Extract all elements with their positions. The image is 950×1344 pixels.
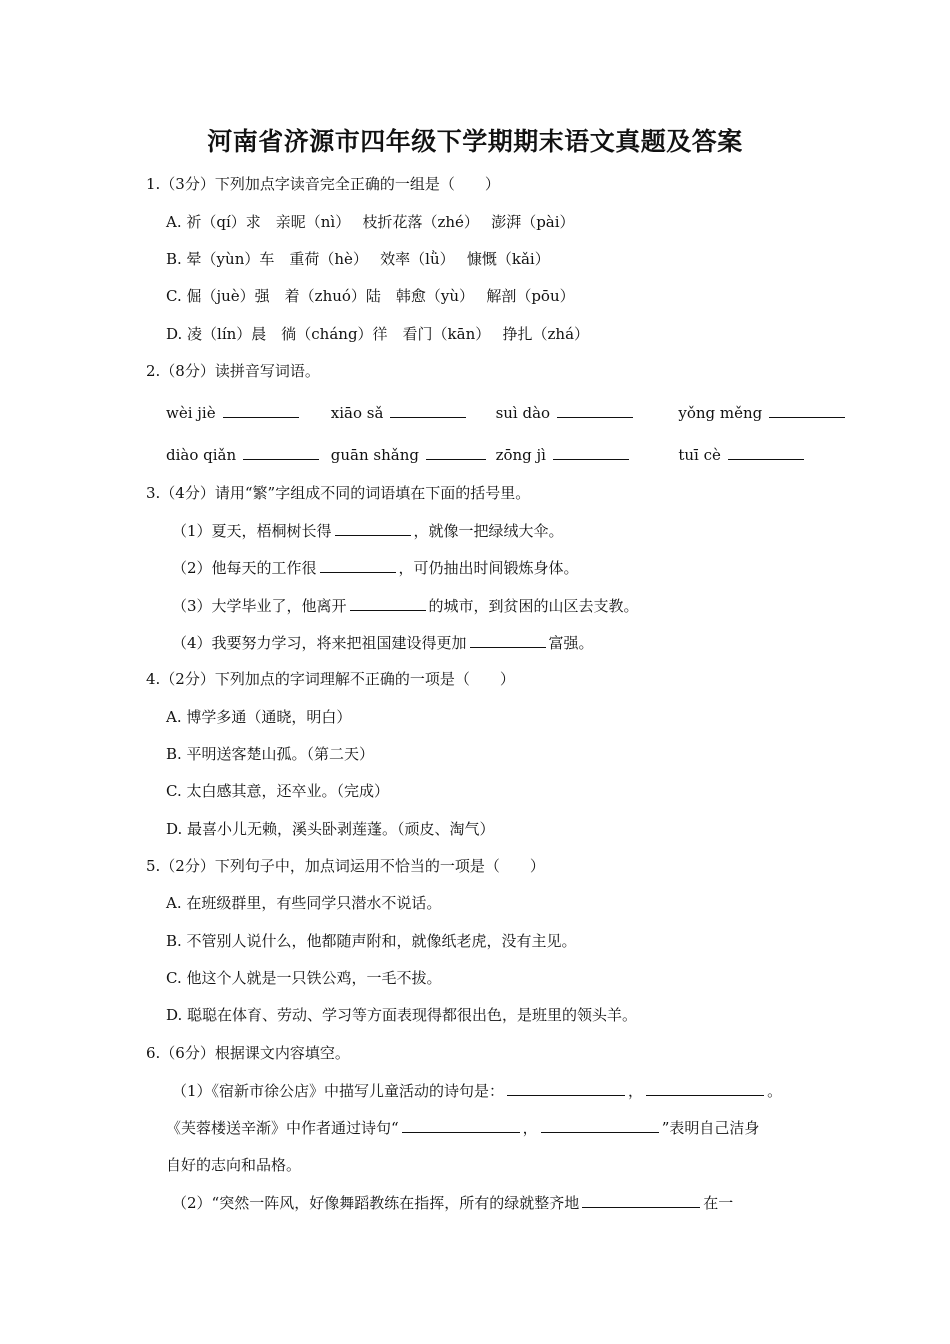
answer-blank[interactable] [320,557,396,573]
answer-blank[interactable] [507,1080,625,1096]
q1-option-b: B. 晕（yùn）车 重荷（hè） 效率（lǜ） 慷慨（kǎi） [166,250,550,268]
answer-blank[interactable] [728,444,804,460]
answer-blank[interactable] [390,402,466,418]
q2-pinyin-row-2 [166,444,838,465]
item-text: （2）“突然一阵风，好像舞蹈教练在指挥，所有的绿就整齐地 [172,1194,580,1212]
q6-part-1-line-2 [166,1117,759,1138]
answer-blank[interactable] [350,595,426,611]
pinyin-item [166,402,326,423]
answer-blank[interactable] [243,444,319,460]
pinyin-text: yǒng měng [678,404,763,422]
q6-part-2-line-1 [172,1192,733,1213]
answer-blank[interactable] [557,402,633,418]
item-text: ”表明自己洁身 [661,1119,760,1137]
pinyin-text: xiāo sǎ [330,404,384,422]
q6-part-1-line-1 [172,1080,782,1101]
item-text: 。 [767,1082,783,1100]
q5-option-d: D. 聪聪在体育、劳动、学习等方面表现得都很出色，是班里的领头羊。 [166,1006,638,1024]
item-text: （1）《宿新市徐公店》中描写儿童活动的诗句是： [172,1082,505,1100]
item-text: （3）大学毕业了，他离开 [172,597,347,615]
q4-option-c: C. 太白感其意，还卒业。（完成） [166,782,389,800]
answer-blank[interactable] [541,1117,659,1133]
pinyin-item [496,402,674,423]
item-text: （1）夏天，梧桐树长得 [172,522,332,540]
answer-blank[interactable] [646,1080,764,1096]
q1-stem: 1.（3分）下列加点字读音完全正确的一组是（ ） [146,175,500,193]
q2-stem: 2.（8分）读拼音写词语。 [146,362,320,380]
q5-option-a: A. 在班级群里，有些同学只潜水不说话。 [166,894,442,912]
pinyin-text: suì dào [495,404,551,422]
item-text: ，可仍抽出时间锻炼身体。 [398,559,579,577]
pinyin-text: wèi jiè [166,404,216,422]
pinyin-text: zōng jì [495,446,546,464]
item-text: 在一 [703,1194,734,1212]
q6-part-1-line-3: 自好的志向和品格。 [166,1156,302,1174]
q3-item-2 [172,557,579,578]
item-text: 富强。 [548,634,594,652]
q1-option-c: C. 倔（juè）强 着（zhuó）陆 韩愈（yù） 解剖（pōu） [166,287,575,305]
pinyin-text: diào qiǎn [166,446,237,464]
answer-blank[interactable] [582,1192,700,1208]
pinyin-item [166,444,326,465]
q4-stem: 4.（2分）下列加点的字词理解不正确的一项是（ ） [146,670,515,688]
item-text: 的城市，到贫困的山区去支教。 [428,597,639,615]
q6-stem: 6.（6分）根据课文内容填空。 [146,1044,350,1062]
pinyin-text: guān shǎng [330,446,419,464]
answer-blank[interactable] [402,1117,520,1133]
q2-pinyin-row-1 [166,402,838,423]
q1-option-d: D. 凌（lín）晨 徜（cháng）徉 看门（kān） 挣扎（zhá） [166,325,590,343]
pinyin-item [331,444,491,465]
item-text: （2）他每天的工作很 [172,559,317,577]
item-text: 《芙蓉楼送辛渐》中作者通过诗句“ [166,1119,399,1137]
pinyin-item [678,402,838,423]
answer-blank[interactable] [223,402,299,418]
pinyin-item [331,402,491,423]
answer-blank[interactable] [426,444,486,460]
item-text: ， [522,1119,538,1137]
item-text: ，就像一把绿绒大伞。 [413,522,564,540]
item-text: ， [628,1082,644,1100]
q3-item-1 [172,520,564,541]
pinyin-item [678,444,838,465]
item-text: （4）我要努力学习，将来把祖国建设得更加 [172,634,467,652]
q5-option-b: B. 不管别人说什么，他都随声附和，就像纸老虎，没有主见。 [166,932,577,950]
answer-blank[interactable] [470,632,546,648]
pinyin-item [496,444,674,465]
answer-blank[interactable] [553,444,629,460]
q3-stem: 3.（4分）请用“繁”字组成不同的词语填在下面的括号里。 [146,484,531,502]
answer-blank[interactable] [335,520,411,536]
q4-option-a: A. 博学多通（通晓，明白） [166,708,352,726]
answer-blank[interactable] [769,402,845,418]
q3-item-4 [172,632,594,653]
q4-option-d: D. 最喜小儿无赖，溪头卧剥莲蓬。（顽皮、淘气） [166,820,495,838]
q1-option-a: A. 祈（qí）求 亲昵（nì） 枝折花落（zhé） 澎湃（pài） [166,213,575,231]
q5-option-c: C. 他这个人就是一只铁公鸡，一毛不拔。 [166,969,442,987]
pinyin-text: tuī cè [678,446,721,464]
q4-option-b: B. 平明送客楚山孤。（第二天） [166,745,375,763]
q5-stem: 5.（2分）下列句子中，加点词运用不恰当的一项是（ ） [146,857,545,875]
q3-item-3 [172,595,639,616]
page-title: 河南省济源市四年级下学期期末语文真题及答案 [207,127,743,156]
